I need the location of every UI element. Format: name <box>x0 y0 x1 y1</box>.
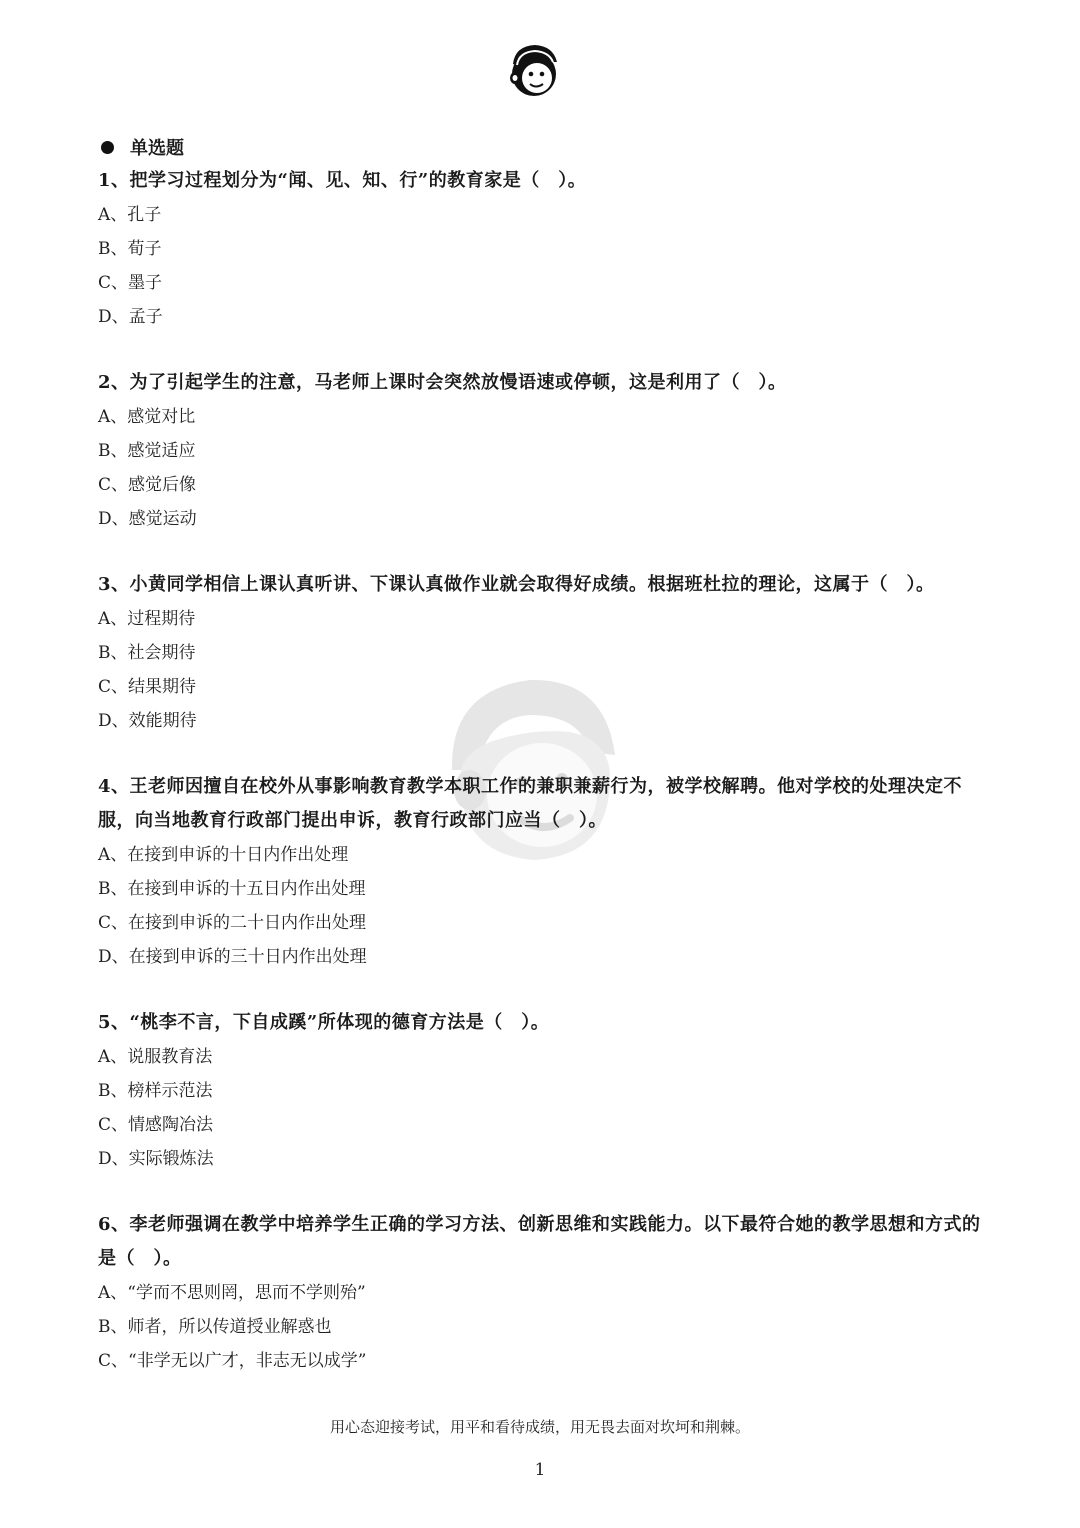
monkey-logo-icon <box>503 40 565 100</box>
section-heading <box>98 130 998 164</box>
option-b: B、榜样示范法 <box>98 1081 213 1101</box>
option-a: A、孔子 <box>98 205 162 225</box>
exam-content <box>98 130 998 1410</box>
section-title: 单选题 <box>130 138 184 159</box>
question-stem: 5、“桃李不言，下自成蹊”所体现的德育方法是（ ）。 <box>98 1012 550 1033</box>
option-b: B、在接到申诉的十五日内作出处理 <box>98 879 366 899</box>
option-a: A、感觉对比 <box>98 407 196 427</box>
question-3 <box>98 568 998 738</box>
option-c: C、情感陶冶法 <box>98 1115 214 1135</box>
option-d: D、感觉运动 <box>98 509 197 529</box>
footer-motto: 用心态迎接考试，用平和看待成绩，用无畏去面对坎坷和荆棘。 <box>329 1418 750 1436</box>
option-a: A、过程期待 <box>98 609 196 629</box>
option-d: D、孟子 <box>98 307 163 327</box>
question-stem: 4、王老师因擅自在校外从事影响教育教学本职工作的兼职兼薪行为，被学校解聘。他对学校的处理决定不服，向当地教育行政部门提出申诉，教育行政部门应当（ ）。 <box>98 776 963 831</box>
question-stem: 6、李老师强调在教学中培养学生正确的学习方法、创新思维和实践能力。以下最符合她的教学思想和方式的是（ ）。 <box>98 1214 981 1269</box>
question-2 <box>98 366 998 536</box>
question-5 <box>98 1006 998 1176</box>
option-a: A、在接到申诉的十日内作出处理 <box>98 845 349 865</box>
option-c: C、在接到申诉的二十日内作出处理 <box>98 913 367 933</box>
option-a: A、说服教育法 <box>98 1047 213 1067</box>
option-d: D、在接到申诉的三十日内作出处理 <box>98 947 367 967</box>
option-c: C、“非学无以广才，非志无以成学” <box>98 1351 367 1371</box>
question-stem: 2、为了引起学生的注意，马老师上课时会突然放慢语速或停顿，这是利用了（ ）。 <box>98 372 787 393</box>
option-b: B、荀子 <box>98 239 162 259</box>
option-b: B、社会期待 <box>98 643 196 663</box>
bullet-icon <box>101 141 114 154</box>
question-stem: 1、把学习过程划分为“闻、见、知、行”的教育家是（ ）。 <box>98 170 587 191</box>
option-a: A、“学而不思则罔，思而不学则殆” <box>98 1283 366 1303</box>
page-number: 1 <box>534 1460 546 1480</box>
option-b: B、师者，所以传道授业解惑也 <box>98 1317 332 1337</box>
option-d: D、效能期待 <box>98 711 197 731</box>
option-c: C、结果期待 <box>98 677 197 697</box>
question-6 <box>98 1208 998 1378</box>
question-4 <box>98 770 998 974</box>
question-stem: 3、小黄同学相信上课认真听讲、下课认真做作业就会取得好成绩。根据班杜拉的理论，这属于（ ）。 <box>98 574 935 595</box>
option-b: B、感觉适应 <box>98 441 196 461</box>
option-d: D、实际锻炼法 <box>98 1149 214 1169</box>
option-c: C、墨子 <box>98 273 163 293</box>
option-c: C、感觉后像 <box>98 475 197 495</box>
question-1 <box>98 164 998 334</box>
